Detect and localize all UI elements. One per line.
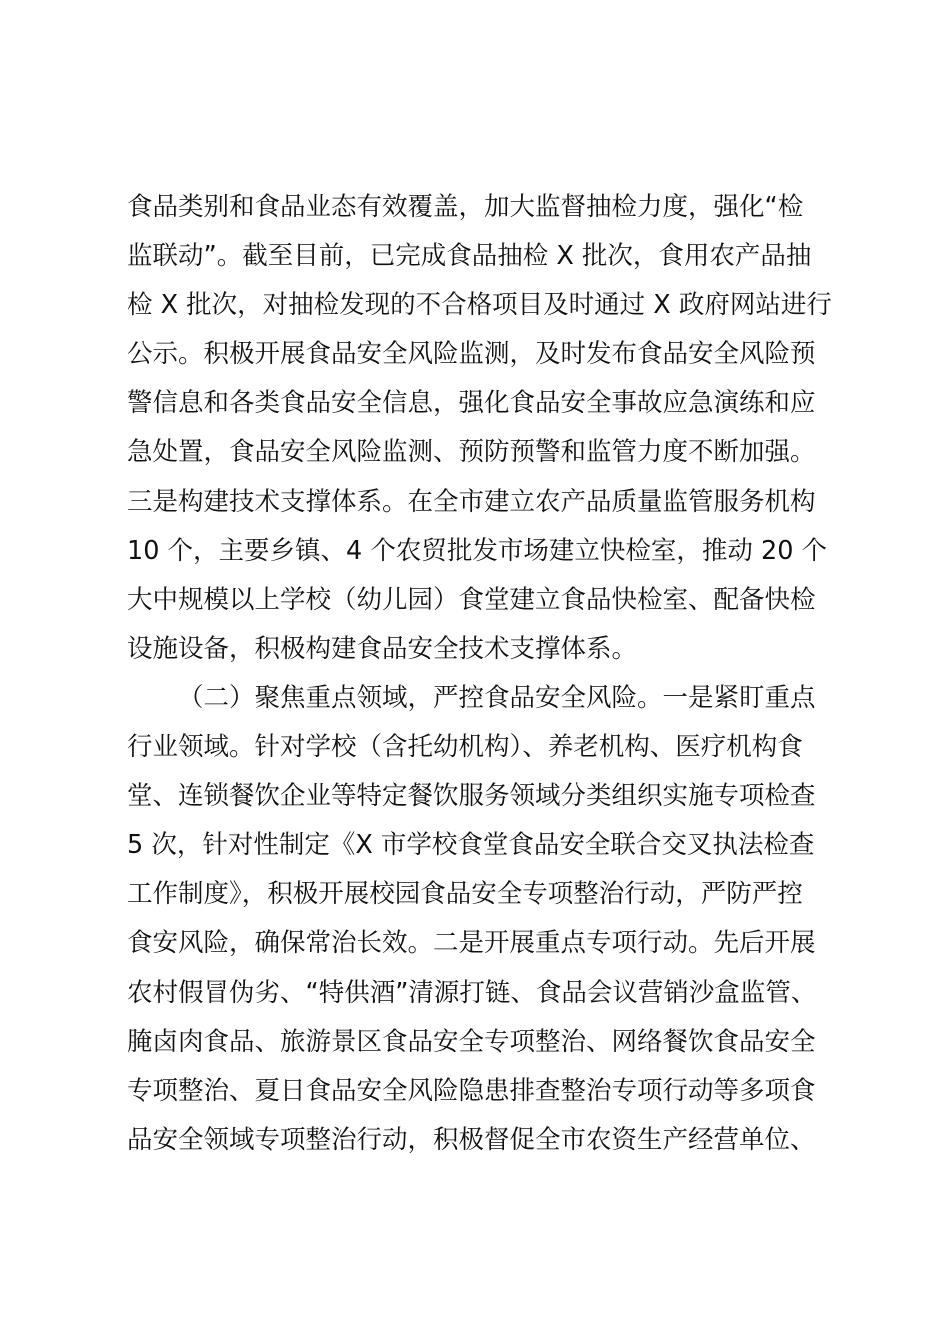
text-line: 工作制度》，积极开展校园食品安全专项整治行动，严防严控 [127,879,803,910]
text-line: 检 X 批次，对抽检发现的不合格项目及时通过 X 政府网站进行 [127,290,832,321]
text-line: 农村假冒伪劣、“特供酒”清源打链、食品会议营销沙盒监管、 [127,977,817,1008]
body-text [127,183,847,1165]
text-line: 警信息和各类食品安全信息，强化食品安全事故应急演练和应 [127,388,816,419]
text-line: 5 次，针对性制定《X 市学校食堂食品安全联合交叉执法检查 [127,830,815,861]
text-line: 大中规模以上学校（幼儿园）食堂建立食品快检室、配备快检 [127,584,816,615]
text-line: 食品类别和食品业态有效覆盖，加大监督抽检力度，强化“检 [127,192,804,222]
text-line: 食安风险，确保常治长效。二是开展重点专项行动。先后开展 [127,928,816,959]
text-line: 公示。积极开展食品安全风险监测，及时发布食品安全风险预 [127,339,816,370]
text-line: 监联动”。截至目前，已完成食品抽检 X 批次，食用农产品抽 [127,241,812,272]
text-line: 腌卤肉食品、旅游景区食品安全专项整治、网络餐饮食品安全 [127,1026,816,1057]
text-line: 行业领域。针对学校（含托幼机构）、养老机构、医疗机构食 [127,732,803,763]
text-line: 专项整治、夏日食品安全风险隐患排查整治专项行动等多项食 [127,1075,816,1106]
text-line: 设施设备，积极构建食品安全技术支撑体系。 [127,633,638,664]
text-line: 品安全领域专项整治行动，积极督促全市农资生产经营单位、 [127,1124,816,1155]
text-line: 10 个，主要乡镇、4 个农贸批发市场建立快检室，推动 20 个 [127,535,828,566]
text-line: 堂、连锁餐饮企业等特定餐饮服务领域分类组织实施专项检查 [127,781,816,812]
text-line: 急处置，食品安全风险监测、预防预警和监管力度不断加强。 [127,437,816,468]
text-line: 三是构建技术支撑体系。在全市建立农产品质量监管服务机构 [127,486,816,517]
section-heading-line: （二）聚焦重点领域，严控食品安全风险。一是紧盯重点 [178,682,816,713]
